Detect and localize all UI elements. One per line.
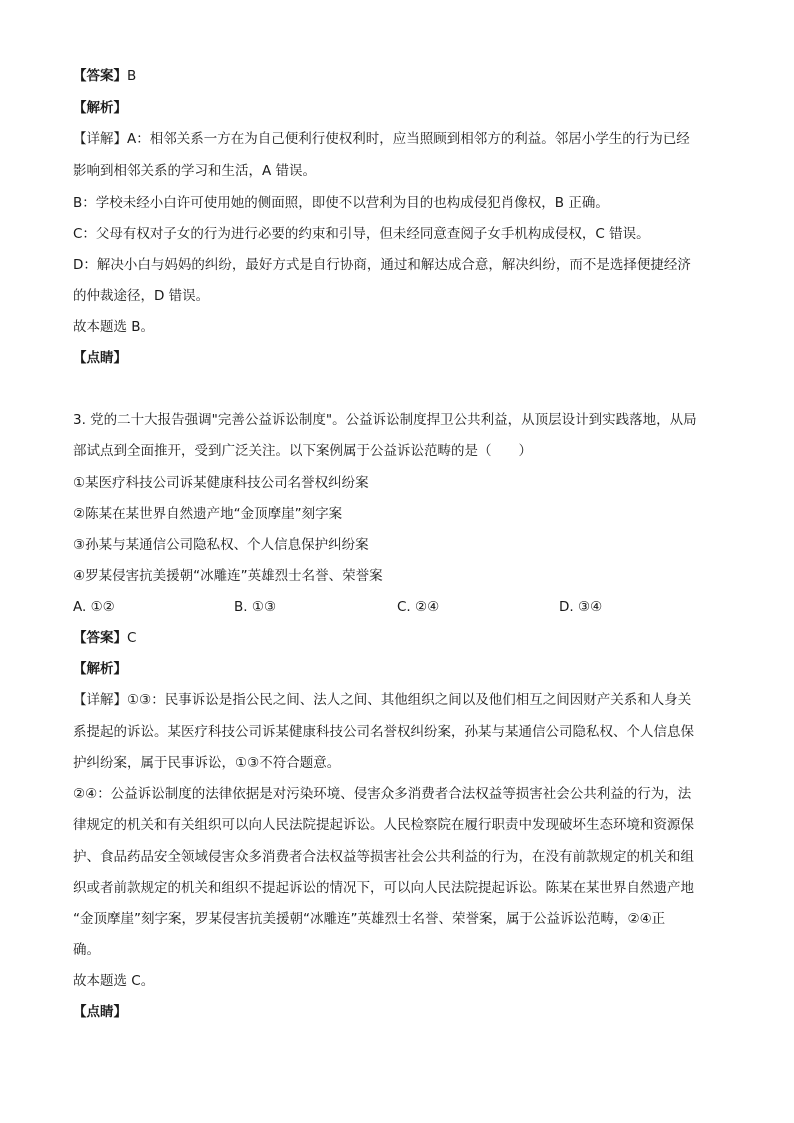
q3-analysis-label: 【解析】: [73, 661, 127, 677]
q3-answer-value: C: [127, 630, 137, 646]
q2-conclusion: 故本题选 B。: [73, 319, 155, 335]
q2-detail-line: 影响到相邻关系的学习和生活，A 错误。: [73, 163, 317, 179]
q3-option-d: D. ③④: [559, 599, 603, 615]
q3-detail-line: 系提起的诉讼。某医疗科技公司诉某健康科技公司名誉权纠纷案，孙某与某通信公司隐私权、个人信息保: [73, 724, 694, 740]
q3-item: ①某医疗科技公司诉某健康科技公司名誉权纠纷案: [73, 475, 369, 491]
q2-answer-value: B: [127, 68, 137, 84]
q2-detail-line: 【详解】A：相邻关系一方在为自己便利行使权利时，应当照顾到相邻方的利益。邻居小学生的行为已经: [73, 131, 690, 147]
q3-conclusion: 故本题选 C。: [73, 973, 155, 989]
q3-detail-line: 律规定的机关和有关组织可以向人民法院提起诉讼。人民检察院在履行职责中发现破坏生态环境和资源保: [73, 817, 694, 833]
q3-answer-label: 【答案】: [73, 630, 127, 646]
q3-options: [73, 598, 723, 616]
q3-item: ③孙某与某通信公司隐私权、个人信息保护纠纷案: [73, 537, 369, 553]
q2-detail-line: C：父母有权对子女的行为进行必要的约束和引导，但未经同意查阅子女手机构成侵权，C 错误。: [73, 226, 650, 242]
q2-detail-line: 的仲裁途径，D 错误。: [73, 288, 210, 304]
q2-detail-line: D：解决小白与妈妈的纠纷，最好方式是自行协商，通过和解达成合意，解决纠纷，而不是选择便捷经济: [73, 257, 691, 273]
q3-item: ②陈某在某世界自然遗产地“金顶摩崖”刻字案: [73, 506, 343, 522]
q3-stem-line: 3. 党的二十大报告强调"完善公益诉讼制度"。公益诉讼制度捍卫公共利益，从顶层设计到实践落地，从局: [73, 412, 697, 428]
q3-stem-line: 部试点到全面推开，受到广泛关注。以下案例属于公益诉讼范畴的是（ ）: [73, 443, 532, 459]
q3-detail-line: 织或者前款规定的机关和组织不提起诉讼的情况下，可以向人民法院提起诉讼。陈某在某世界自然遗产地: [73, 880, 694, 896]
q2-analysis-label: 【解析】: [73, 100, 127, 116]
q3-option-a: A. ①②: [73, 599, 115, 615]
q3-answer-line: [73, 629, 723, 647]
q3-option-c: C. ②④: [397, 599, 440, 615]
q2-detail-line: B：学校未经小白许可使用她的侧面照，即使不以营利为目的也构成侵犯肖像权，B 正确。: [73, 195, 609, 211]
q2-answer-line: [73, 67, 723, 85]
q2-comment-label: 【点睛】: [73, 350, 127, 366]
q3-item: ④罗某侵害抗美援朝“冰雕连”英雄烈士名誉、荣誉案: [73, 568, 383, 584]
q3-detail-line: “金顶摩崖”刻字案，罗某侵害抗美援朝“冰雕连”英雄烈士名誉、荣誉案，属于公益诉讼范畴，②④正: [73, 911, 666, 927]
q3-detail-line: 护纠纷案，属于民事诉讼，①③不符合题意。: [73, 755, 341, 771]
q3-detail-line: 确。: [73, 942, 100, 958]
q2-answer-label: 【答案】: [73, 68, 127, 84]
q3-comment-label: 【点睛】: [73, 1004, 127, 1020]
q3-option-b: B. ①③: [234, 599, 277, 615]
q3-detail-line: ②④：公益诉讼制度的法律依据是对污染环境、侵害众多消费者合法权益等损害社会公共利益的行为，法: [73, 786, 692, 802]
q3-detail-line: 【详解】①③：民事诉讼是指公民之间、法人之间、其他组织之间以及他们相互之间因财产关系和人身关: [73, 692, 692, 708]
q3-detail-line: 护、食品药品安全领域侵害众多消费者合法权益等损害社会公共利益的行为，在没有前款规定的机关和组: [73, 849, 694, 865]
